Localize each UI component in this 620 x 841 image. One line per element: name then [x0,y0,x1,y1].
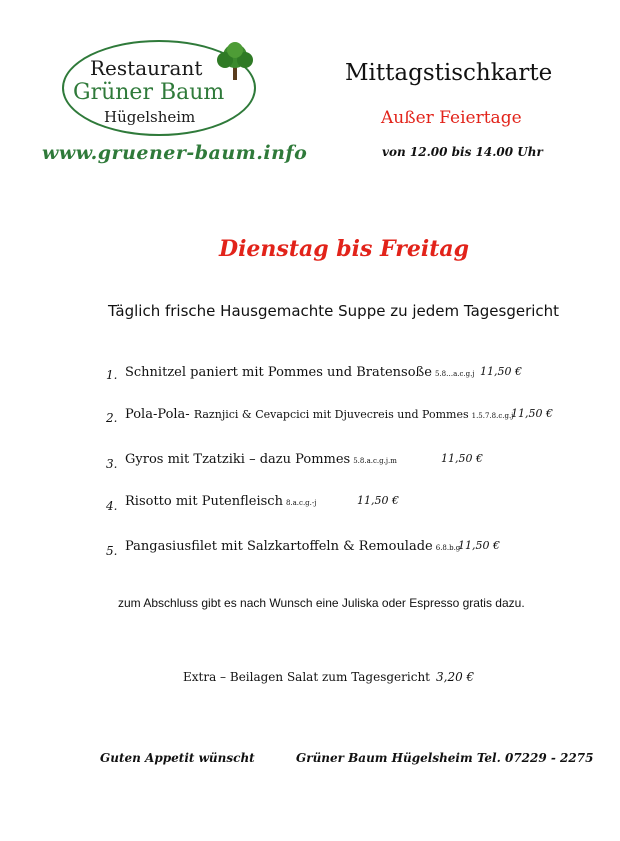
soup-note: Täglich frische Hausgemachte Suppe zu jedem Tagesgericht [108,302,560,320]
allergen-codes: 1.5.7.8.c.g.j [471,412,514,420]
menu-item-text [125,539,460,554]
allergen-codes: 5.8.a.c.g.j.m [353,457,397,465]
footer-contact: Grüner Baum Hügelsheim Tel. 07229 - 2275 [296,751,594,765]
menu-item-label-detail: Raznjici & Cevapcici mit Djuvecreis und Pommes [193,408,469,421]
extra-text: Extra – Beilagen Salat zum Tagesgericht [183,670,430,684]
tree-icon [214,42,256,82]
menu-item-text [125,407,513,422]
menu-item-price: 11,50 € [480,365,522,378]
menu-item-text [125,452,397,467]
menu-item-text [125,365,475,380]
extra-salad-line [183,670,474,684]
allergen-codes: 5.8…a.c.g.j [434,370,475,378]
logo-town-text: Hügelsheim [104,108,196,126]
menu-item-label: Schnitzel paniert mit Pommes und Bratensoße [125,365,432,380]
menu-item-label: Gyros mit Tzatziki – dazu Pommes [125,452,351,467]
item-number: 1. [106,368,118,382]
logo-restaurant-text: Restaurant [90,56,203,80]
item-number: 4. [106,499,118,513]
allergen-codes: 6.8.b.g [435,544,461,552]
menu-item-label: Risotto mit Putenfleisch [125,494,283,509]
menu-item-label: Pola-Pola- [125,407,190,422]
menu-item-text [125,494,316,509]
website-link[interactable]: www.gruener-baum.info [42,142,308,164]
menu-item-price: 11,50 € [357,494,399,507]
menu-item-price: 11,50 € [441,452,483,465]
logo-name-text: Grüner Baum [73,80,225,105]
closing-note: zum Abschluss gibt es nach Wunsch eine Juliska oder Espresso gratis dazu. [118,596,525,610]
serving-hours: von 12.00 bis 14.00 Uhr [382,145,543,159]
menu-item-price: 11,50 € [511,407,553,420]
item-number: 3. [106,457,118,471]
menu-item-label: Pangasiusfilet mit Salzkartoffeln & Remoulade [125,539,433,554]
page-title: Mittagstischkarte [345,60,553,86]
holiday-exception: Außer Feiertage [381,108,522,128]
allergen-codes: 8.a.c.g.-j [285,499,317,507]
footer-greeting: Guten Appetit wünscht [100,751,255,765]
item-number: 2. [106,411,118,425]
days-heading: Dienstag bis Freitag [219,236,470,262]
item-number: 5. [106,544,118,558]
menu-item-price: 11,50 € [458,539,500,552]
extra-price: 3,20 € [436,670,475,684]
